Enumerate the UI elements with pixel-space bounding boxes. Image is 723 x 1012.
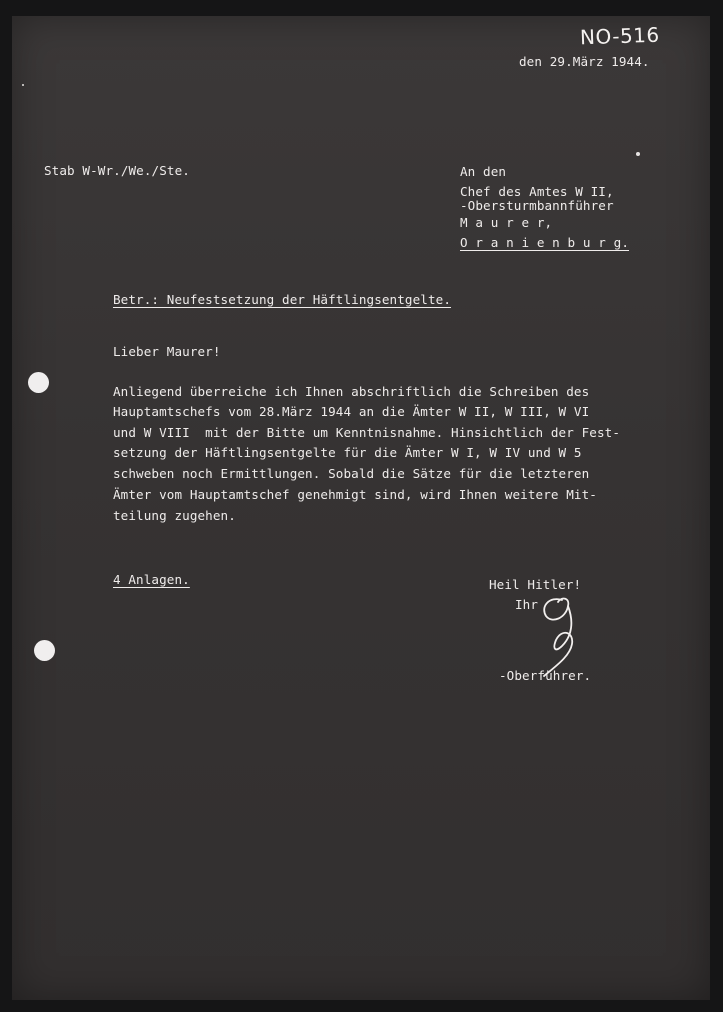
closing-greeting: Heil Hitler! bbox=[489, 577, 582, 592]
punch-hole-top bbox=[28, 372, 49, 393]
recipient-line-5: O r a n i e n b u r g. bbox=[460, 235, 630, 250]
paper-speck bbox=[22, 84, 24, 86]
subject-line: Betr.: Neufestsetzung der Häftlingsentgelte. bbox=[113, 292, 452, 307]
document-number: NO-516 bbox=[579, 22, 661, 50]
paper-speck bbox=[636, 152, 640, 156]
body-line: schweben noch Ermittlungen. Sobald die Sätze für die letzteren bbox=[113, 466, 590, 481]
recipient-line-2: Chef des Amtes W II, bbox=[460, 184, 614, 199]
salutation: Lieber Maurer! bbox=[113, 344, 221, 359]
signer-rank: -Oberführer. bbox=[499, 668, 592, 683]
body-line: setzung der Häftlingsentgelte für die Ämter W I, W IV und W 5 bbox=[113, 445, 582, 460]
body-line: teilung zugehen. bbox=[113, 508, 236, 523]
punch-hole-bottom bbox=[34, 640, 55, 661]
body-line: Hauptamtschefs vom 28.März 1944 an die Ämter W II, W III, W VI bbox=[113, 404, 590, 419]
closing-ihr: Ihr bbox=[515, 597, 539, 612]
document-page bbox=[12, 16, 710, 1000]
recipient-line-3: -Obersturmbannführer bbox=[460, 198, 614, 213]
recipient-line-1: An den bbox=[460, 164, 507, 179]
enclosures-note: 4 Anlagen. bbox=[113, 572, 190, 587]
body-line: Anliegend überreiche ich Ihnen abschriftlich die Schreiben des bbox=[113, 384, 590, 399]
recipient-line-4: M a u r e r, bbox=[460, 215, 553, 230]
reference-code: Stab W-Wr./We./Ste. bbox=[44, 163, 190, 178]
body-line: und W VIII mit der Bitte um Kenntnisnahme. Hinsichtlich der Fest- bbox=[113, 425, 621, 440]
letter-date: den 29.März 1944. bbox=[519, 54, 650, 69]
body-line: Ämter vom Hauptamtschef genehmigt sind, wird Ihnen weitere Mit- bbox=[113, 487, 597, 502]
